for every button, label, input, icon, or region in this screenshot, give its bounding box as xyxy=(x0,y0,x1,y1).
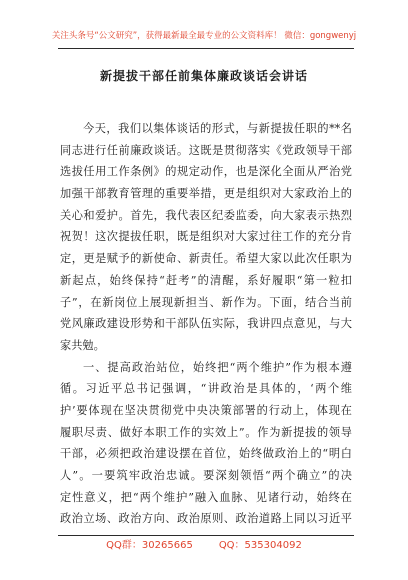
body-line: 关心和爱护。首先，我代表区纪委监委，向大家表示热烈 xyxy=(60,208,352,222)
body-line: 干部，必须把政治建设摆在首位，始终做政治上的“明白 xyxy=(60,447,352,461)
body-line: 护’要体现在坚决贯彻党中央决策部署的行动上，体现在 xyxy=(60,403,352,417)
body-line: 加强干部教育管理的重要举措，更是组织对大家政治上的 xyxy=(60,187,352,201)
body-line: 子”，在新岗位上展现新担当、新作为。下面，结合当前 xyxy=(60,295,352,309)
body-line: 定性意义，把“两个维护”融入血脉、见诸行动，始终在 xyxy=(60,490,352,504)
footer-divider xyxy=(58,535,354,536)
body-line: 一、提高政治站位，始终把“两个维护”作为根本遵 xyxy=(83,360,352,374)
document-body xyxy=(60,118,352,530)
footer-contact xyxy=(0,539,408,553)
body-line: 祝贺！这次提拔任职，既是组织对大家过往工作的充分肯 xyxy=(60,230,352,244)
body-line: 党风廉政建设形势和干部队伍实际，我讲四点意见，与大 xyxy=(60,317,352,331)
body-line: 履职尽责、做好本职工作的实效上”。作为新提拔的领导 xyxy=(60,425,352,439)
body-line: 新起点，始终保持“赶考”的清醒，系好履职“第一粒扣 xyxy=(60,273,352,287)
body-line: 定，更是赋予的新使命、新责任。希望大家以此次任职为 xyxy=(60,252,352,266)
body-line: 循。习近平总书记强调，“讲政治是具体的，‘两个维 xyxy=(60,382,352,396)
qq-group-number: QQ群：30265665 xyxy=(106,540,193,551)
body-line: 人”。一要筑牢政治忠诚。要深刻领悟“两个确立”的决 xyxy=(60,469,352,482)
body-line: 选拔任用工作条例》的规定动作，也是深化全面从严治党 xyxy=(60,165,352,179)
body-line: 今天，我们以集体谈话的形式，与新提拔任职的**名 xyxy=(83,122,352,135)
promo-banner: 关注头条号“公文研究”，获得最新最全最专业的公文资料库！ 微信：gongwenyj xyxy=(51,31,357,41)
body-line: 政治立场、政治方向、政治原则、政治道路上同以习近平 xyxy=(60,512,352,526)
header-divider xyxy=(58,48,354,49)
document-title: 新提拔干部任前集体廉政谈话会讲话 xyxy=(99,69,308,83)
qq-number: QQ：535304092 xyxy=(218,540,302,551)
body-line: 家共勉。 xyxy=(60,338,105,352)
body-line: 同志进行任前廉政谈话。这既是贯彻落实《党政领导干部 xyxy=(60,143,352,157)
